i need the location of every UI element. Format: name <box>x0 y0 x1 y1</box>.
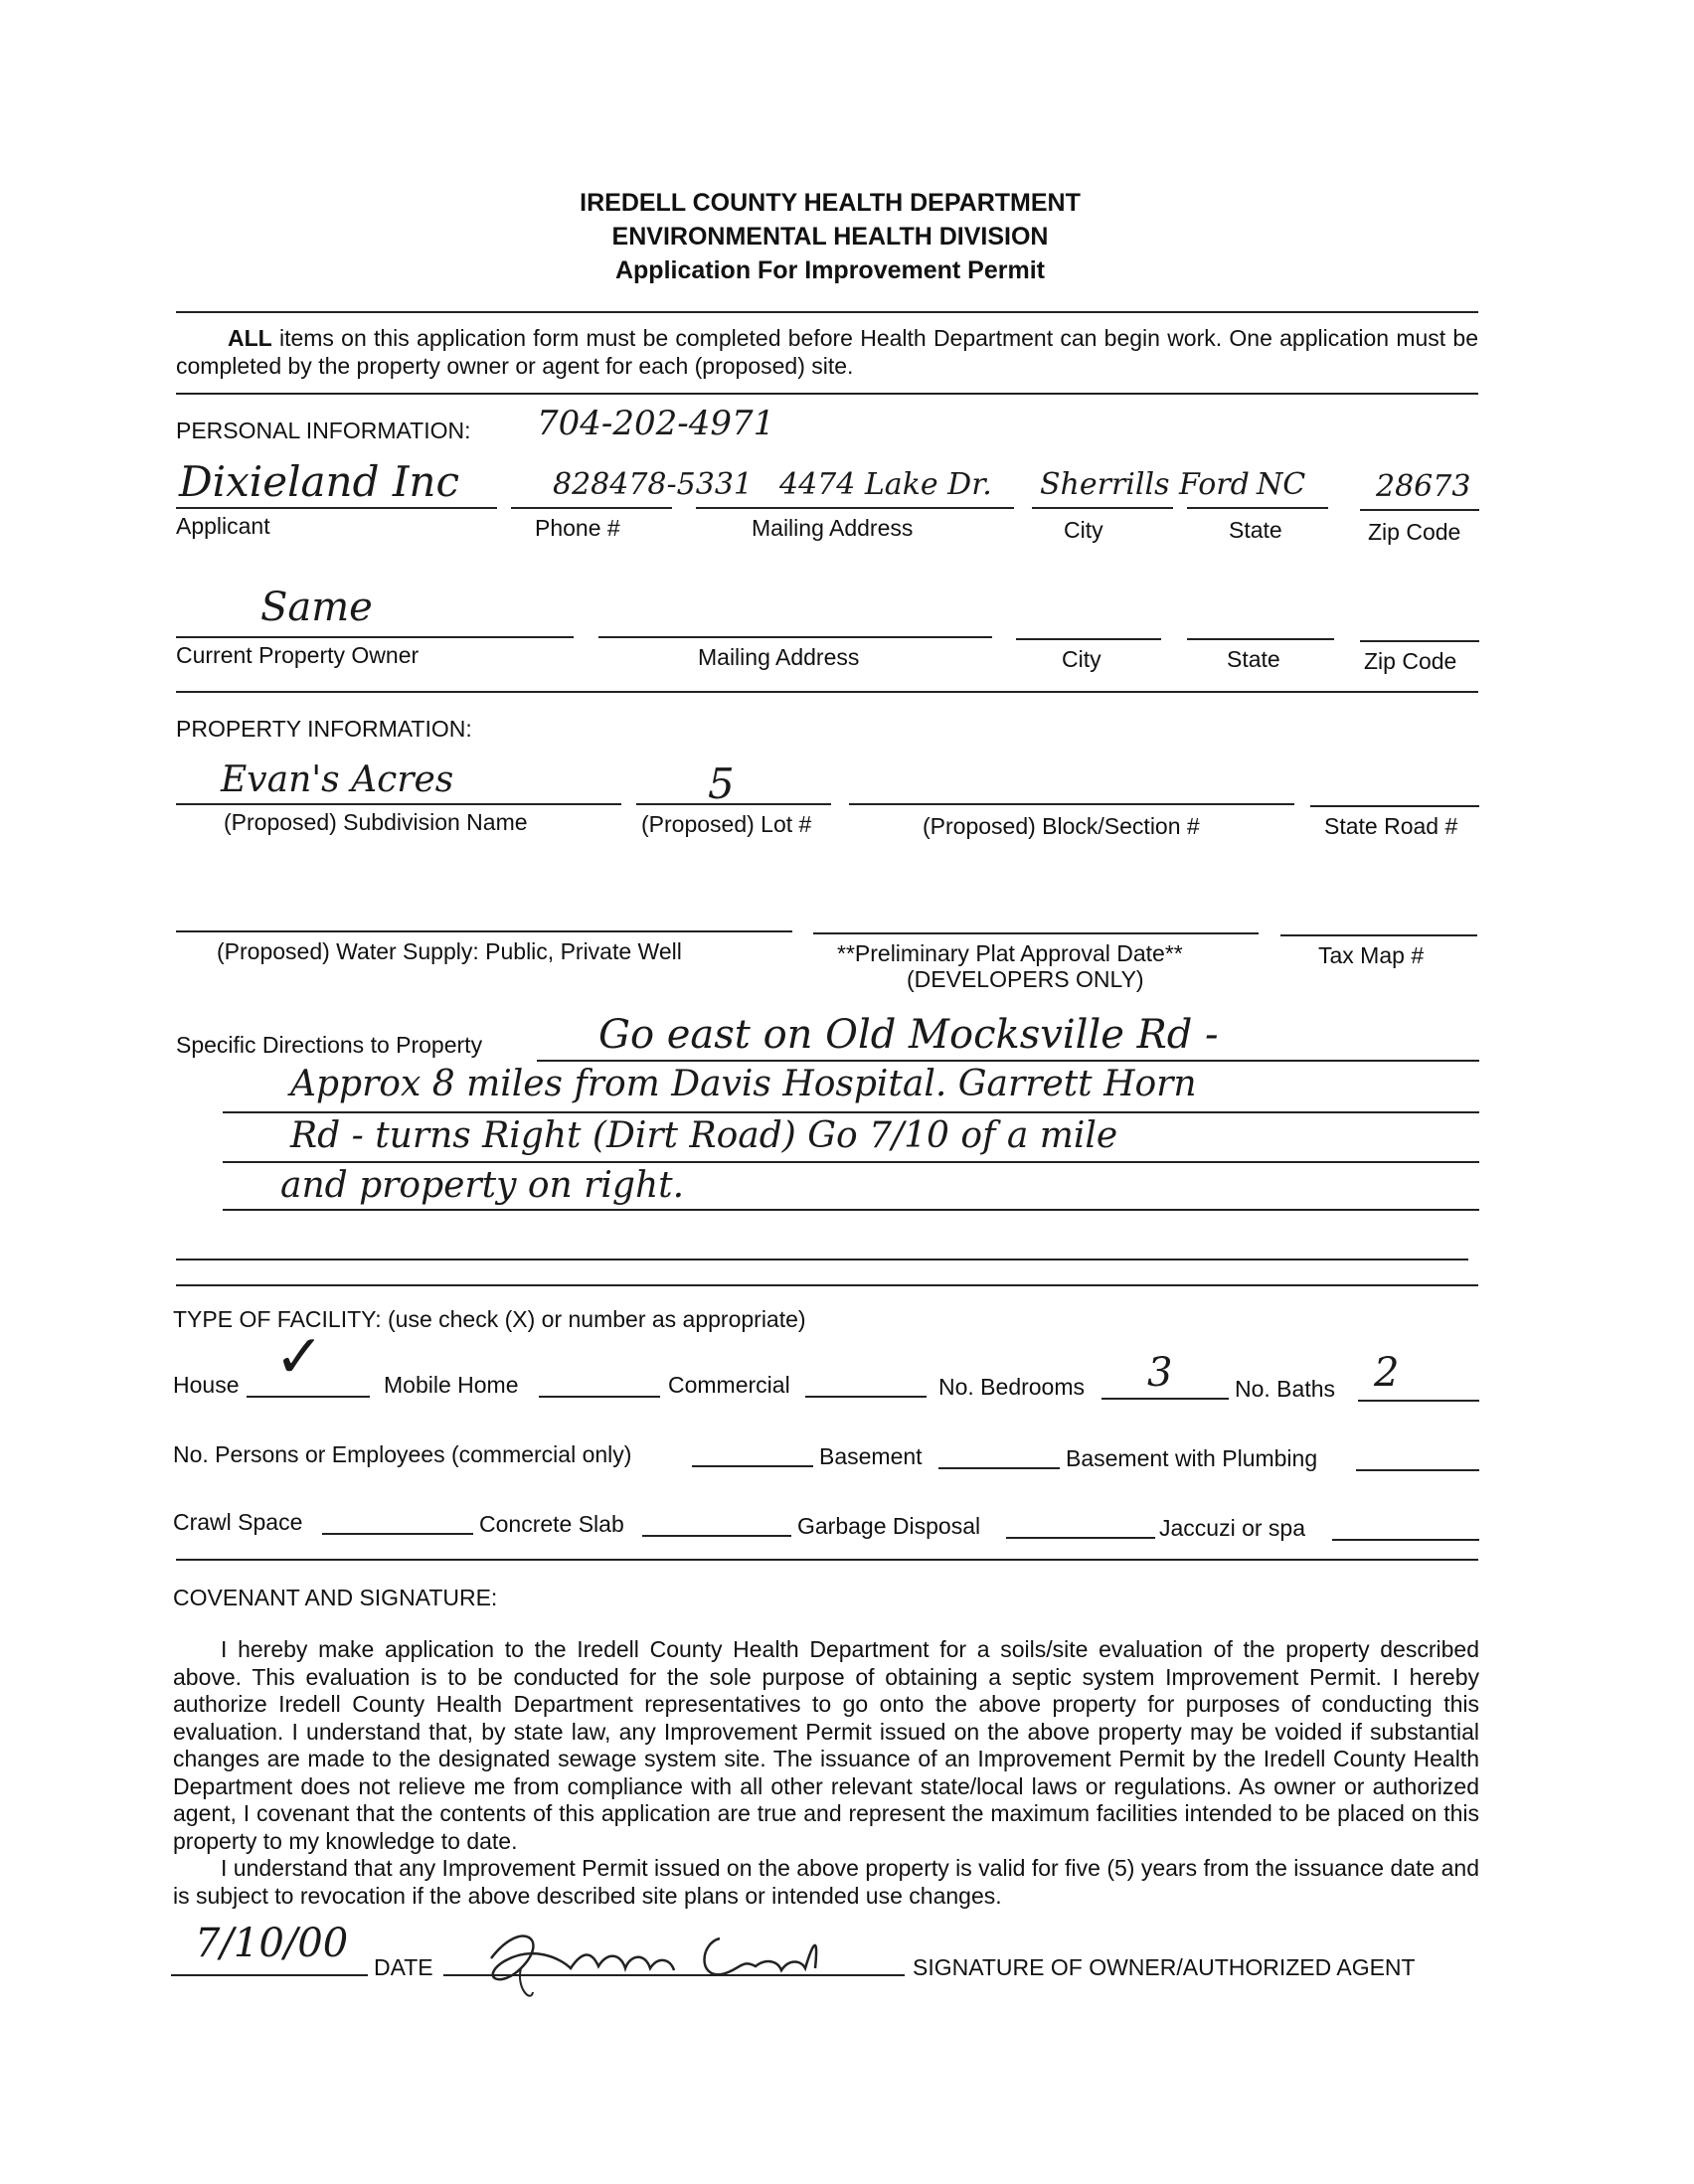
zip-line <box>1360 509 1479 511</box>
state-label: State <box>1229 517 1282 543</box>
basement-label: Basement <box>819 1443 923 1469</box>
applicant-value[interactable]: Dixieland Inc <box>179 457 460 506</box>
house-check-mark[interactable]: ✓ <box>274 1322 325 1392</box>
persons-line <box>692 1465 813 1467</box>
signature-label: SIGNATURE OF OWNER/AUTHORIZED AGENT <box>913 1954 1416 1980</box>
date-label: DATE <box>374 1954 433 1980</box>
crawl-label: Crawl Space <box>173 1509 303 1535</box>
divider <box>176 691 1478 693</box>
form-title: Application For Improvement Permit <box>614 256 1045 284</box>
mailing-line <box>696 507 1014 509</box>
city-label: City <box>1064 517 1103 543</box>
subdivision-value[interactable]: Evan's Acres <box>221 759 454 800</box>
owner-mailing-line <box>598 636 992 638</box>
directions-rule-5 <box>176 1259 1468 1260</box>
divider <box>176 311 1478 313</box>
plat-sublabel: (DEVELOPERS ONLY) <box>907 966 1144 992</box>
divider <box>176 1284 1478 1286</box>
bedrooms-line <box>1101 1398 1229 1400</box>
baths-line <box>1358 1400 1479 1402</box>
facility-heading: TYPE OF FACILITY: (use check (X) or number as appropriate) <box>173 1306 806 1332</box>
directions-line1[interactable]: Go east on Old Mocksville Rd - <box>598 1012 1219 1058</box>
directions-line2[interactable]: Approx 8 miles from Davis Hospital. Garrett Horn <box>290 1064 1197 1104</box>
house-label: House <box>173 1372 240 1398</box>
signature-scribble <box>461 1909 839 2004</box>
water-label: (Proposed) Water Supply: Public, Private Well <box>217 938 682 964</box>
garbage-line <box>1006 1537 1155 1539</box>
directions-line4[interactable]: and property on right. <box>280 1165 685 1206</box>
subdivision-label: (Proposed) Subdivision Name <box>224 809 528 835</box>
basement-line <box>938 1467 1060 1469</box>
city-line <box>1032 507 1173 509</box>
zip-label: Zip Code <box>1368 519 1461 545</box>
owner-label: Current Property Owner <box>176 642 420 668</box>
property-info-heading: PROPERTY INFORMATION: <box>176 716 472 742</box>
directions-rule-4 <box>223 1209 1479 1211</box>
divider <box>176 393 1478 395</box>
city-value[interactable]: Sherrills Ford <box>1040 467 1250 502</box>
phone-label: Phone # <box>535 515 620 541</box>
mailing-label: Mailing Address <box>752 515 914 541</box>
date-line <box>171 1974 368 1976</box>
bedrooms-label: No. Bedrooms <box>938 1374 1086 1400</box>
mobile-label: Mobile Home <box>384 1372 519 1398</box>
plat-line <box>813 932 1259 934</box>
covenant-heading: COVENANT AND SIGNATURE: <box>173 1585 498 1610</box>
taxmap-label: Tax Map # <box>1318 942 1425 968</box>
baths-value[interactable]: 2 <box>1374 1350 1400 1396</box>
handwritten-phone: 704-202-4971 <box>537 404 775 443</box>
signature-line <box>443 1974 905 1976</box>
address-value[interactable]: 4474 Lake Dr. <box>779 467 992 502</box>
water-line <box>176 930 792 932</box>
intro-rest: items on this application form must be completed before Health Department can begin work. One application must be completed by the property owner or agent for each (proposed) site. <box>176 325 1478 379</box>
subdivision-line <box>176 803 621 805</box>
intro-text <box>176 325 1478 380</box>
owner-value[interactable]: Same <box>260 585 373 630</box>
house-line <box>247 1396 370 1398</box>
commercial-line <box>805 1396 927 1398</box>
owner-mailing-label: Mailing Address <box>698 644 860 670</box>
owner-state-label: State <box>1227 646 1280 672</box>
basement-plumbing-label: Basement with Plumbing <box>1066 1445 1318 1471</box>
block-line <box>849 803 1294 805</box>
personal-info-heading: PERSONAL INFORMATION: <box>176 418 471 443</box>
owner-zip-label: Zip Code <box>1364 648 1457 674</box>
covenant-paragraph: I hereby make application to the Iredell County Health Department for a soils/site evaluation of the property described above. This evaluation is to be conducted for the sole purpose of obtaining a septic system Improvement Permit. I hereby authorize Iredell County Health Department representatives to go onto the above property for purposes of conducting this evaluation. I understand that, by state law, any Improvement Permit issued on the above property may be voided if substantial changes are made to the designated sewage system site. The issuance of an Improvement Permit by the Iredell County Health Department does not relieve me from compliance with all other relevant state/local laws or regulations. As owner or authorized agent, I covenant that the contents of this application are true and represent the maximum facilities intended to be placed on this property to my knowledge to date. <box>173 1636 1479 1854</box>
zip-value[interactable]: 28673 <box>1376 469 1471 504</box>
signature-image[interactable] <box>461 1909 839 2013</box>
phone-line <box>511 507 672 509</box>
road-label: State Road # <box>1324 813 1458 839</box>
state-line <box>1187 507 1328 509</box>
date-value[interactable]: 7/10/00 <box>195 1921 349 1966</box>
road-line <box>1310 805 1479 807</box>
owner-state-line <box>1187 638 1334 640</box>
jacuzzi-label: Jaccuzi or spa <box>1159 1515 1306 1541</box>
validity-paragraph: I understand that any Improvement Permit issued on the above property is valid for five (5) years from the issuance date and is subject to revocation if the above described site plans or intended use changes. <box>173 1855 1479 1909</box>
baths-label: No. Baths <box>1235 1376 1335 1402</box>
divider <box>176 1559 1478 1561</box>
directions-rule-1 <box>537 1060 1479 1062</box>
intro-bold: ALL <box>228 325 272 351</box>
division-title: ENVIRONMENTAL HEALTH DIVISION <box>611 223 1049 251</box>
mobile-line <box>539 1396 660 1398</box>
state-value[interactable]: NC <box>1257 467 1306 502</box>
owner-zip-line <box>1360 640 1479 642</box>
applicant-label: Applicant <box>176 513 270 539</box>
directions-rule-2 <box>223 1111 1479 1113</box>
persons-label: No. Persons or Employees (commercial only) <box>173 1441 632 1467</box>
lot-value[interactable]: 5 <box>708 759 735 808</box>
owner-city-line <box>1016 638 1161 640</box>
phone-value[interactable]: 828478-5331 <box>553 467 754 502</box>
directions-line3[interactable]: Rd - turns Right (Dirt Road) Go 7/10 of a mile <box>290 1115 1118 1156</box>
crawl-line <box>322 1533 473 1535</box>
directions-label: Specific Directions to Property <box>176 1032 483 1058</box>
applicant-line <box>176 507 497 509</box>
taxmap-line <box>1280 934 1477 936</box>
plat-label: **Preliminary Plat Approval Date** <box>837 940 1183 966</box>
slab-line <box>642 1535 791 1537</box>
owner-city-label: City <box>1062 646 1101 672</box>
basement-plumbing-line <box>1356 1469 1479 1471</box>
department-title: IREDELL COUNTY HEALTH DEPARTMENT <box>580 189 1081 217</box>
lot-line <box>636 803 831 805</box>
jacuzzi-line <box>1332 1539 1479 1541</box>
garbage-label: Garbage Disposal <box>797 1513 981 1539</box>
block-label: (Proposed) Block/Section # <box>923 813 1200 839</box>
lot-label: (Proposed) Lot # <box>641 811 812 837</box>
directions-rule-3 <box>223 1161 1479 1163</box>
slab-label: Concrete Slab <box>479 1511 624 1537</box>
owner-line <box>176 636 574 638</box>
commercial-label: Commercial <box>668 1372 790 1398</box>
bedrooms-value[interactable]: 3 <box>1147 1350 1173 1396</box>
